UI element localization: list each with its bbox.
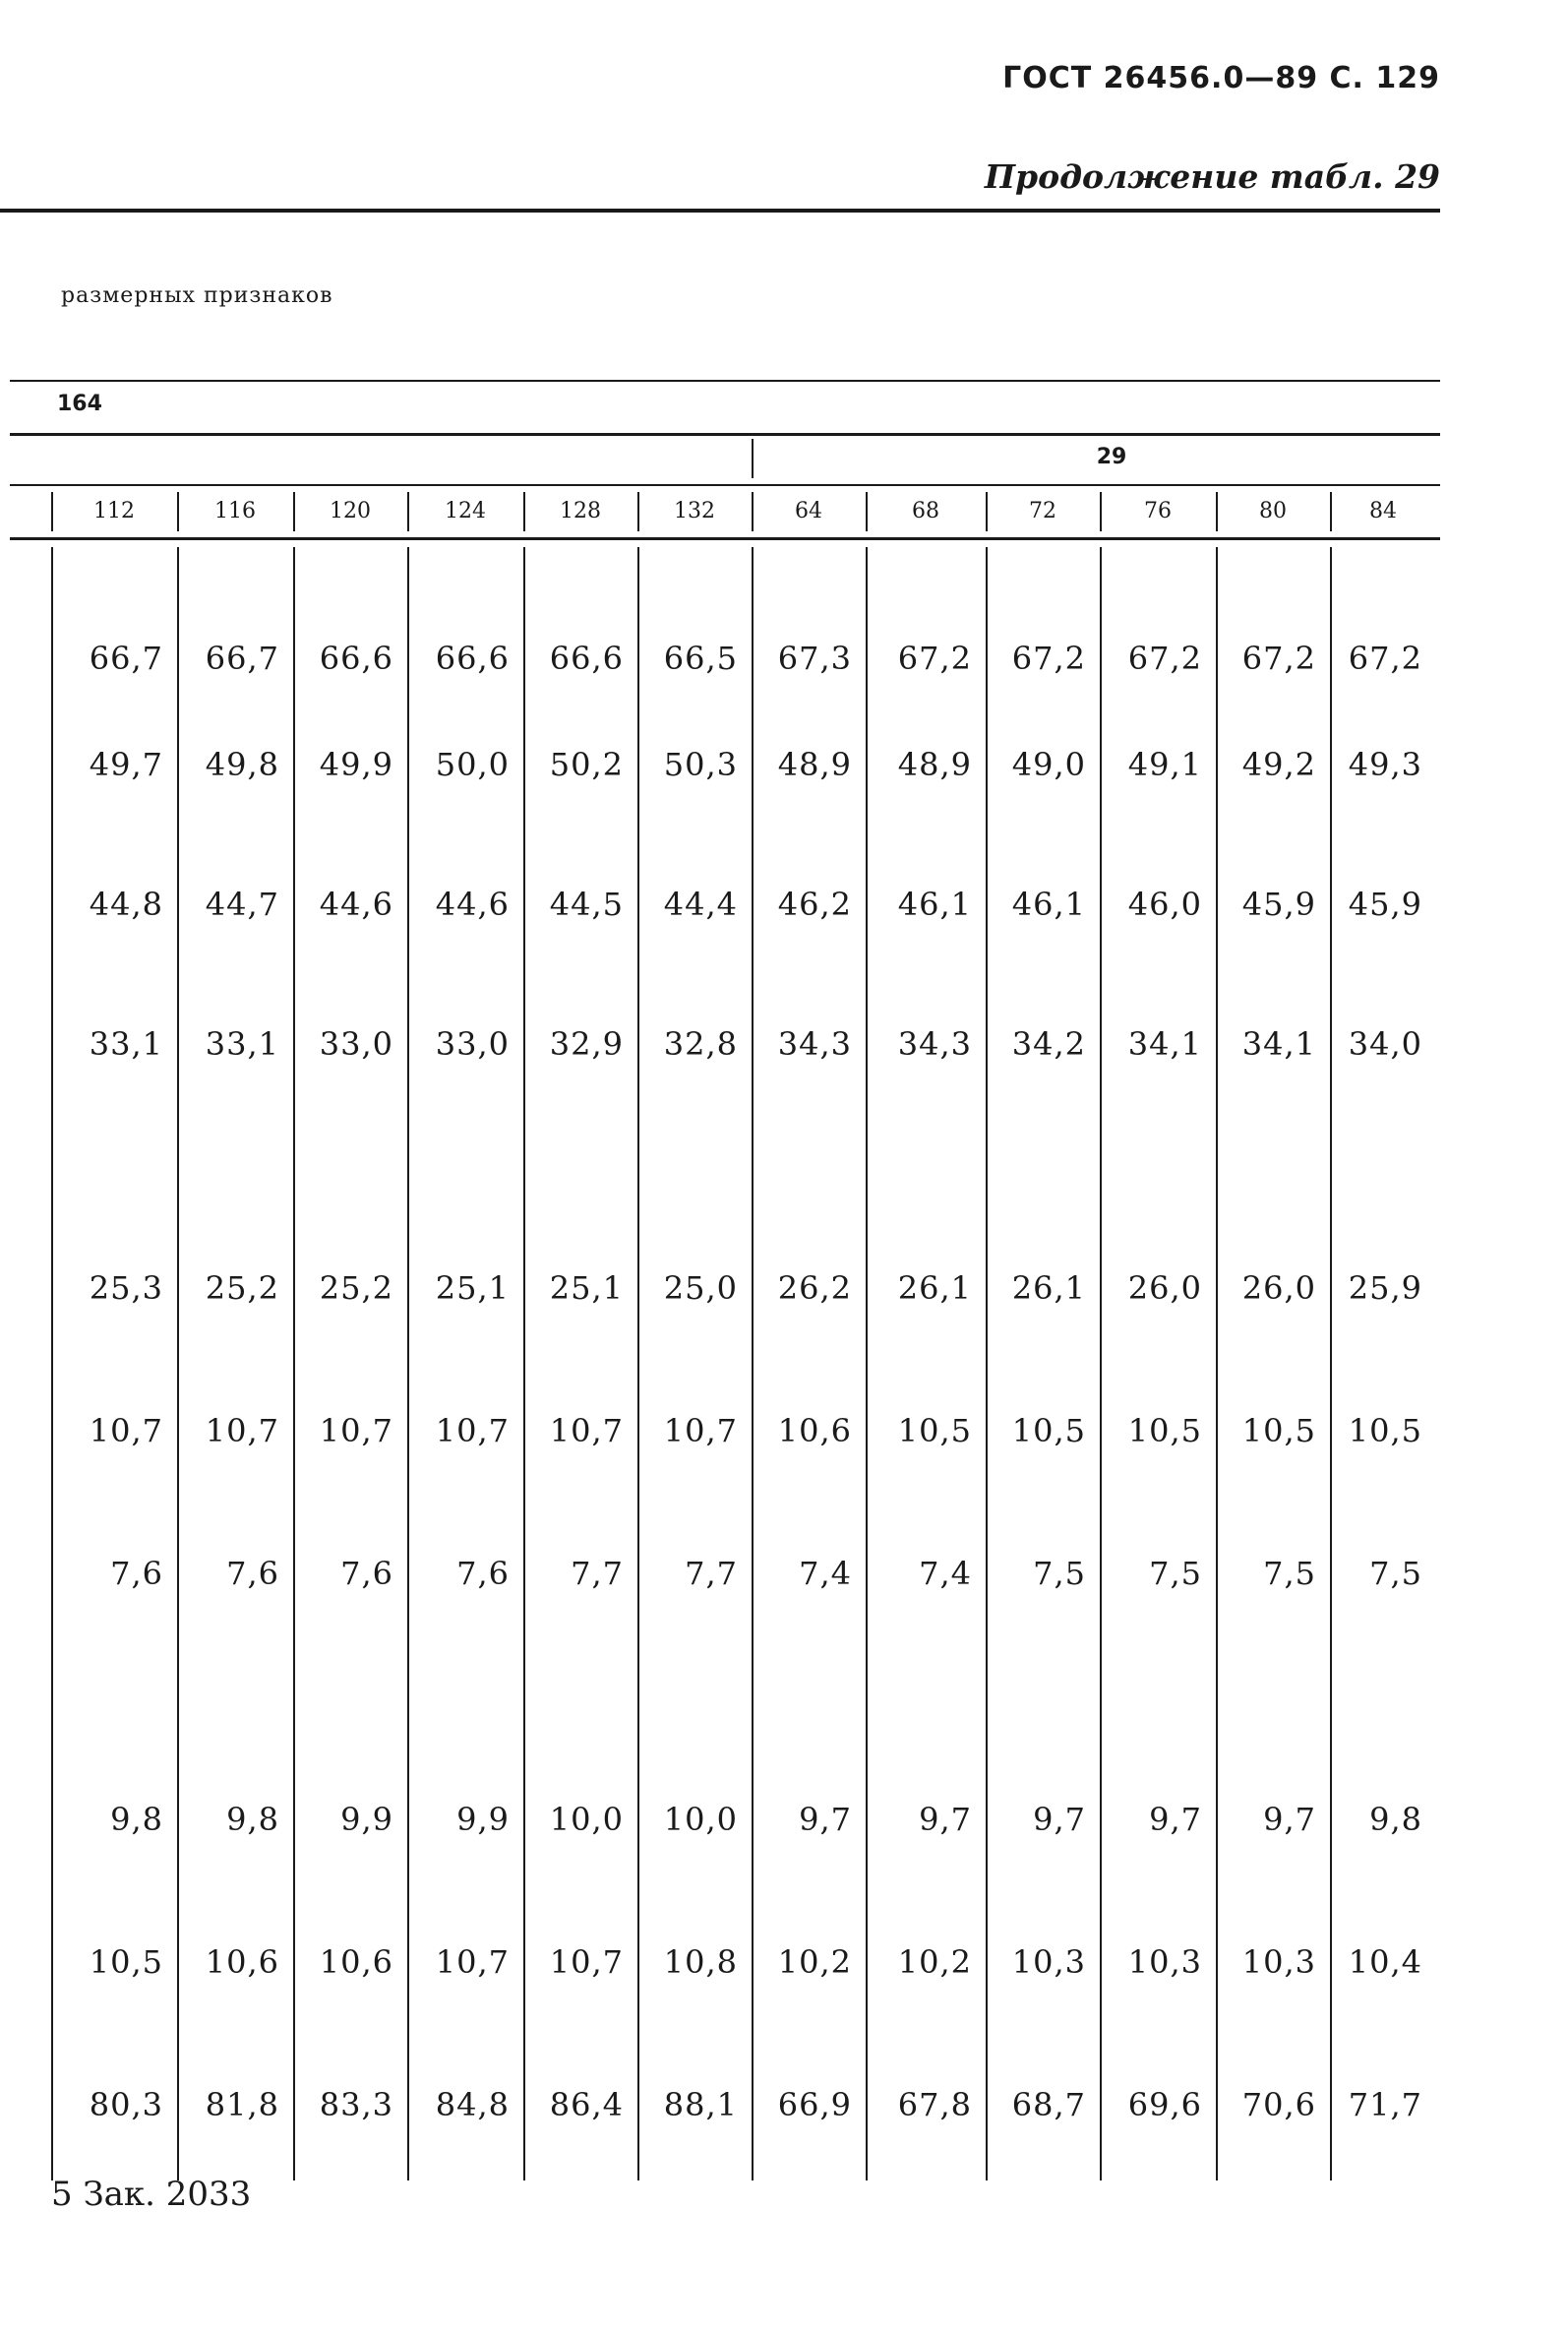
table-cell: 34,1 — [1241, 1025, 1316, 1063]
table-cell: 26,1 — [1011, 1269, 1086, 1307]
table-cell: 10,6 — [205, 1943, 279, 1981]
table-cell: 7,6 — [110, 1555, 163, 1592]
table-cell: 9,8 — [226, 1801, 279, 1838]
column-header: 120 — [330, 499, 371, 523]
table-cell: 83,3 — [319, 2086, 393, 2123]
column-divider — [1100, 547, 1102, 2180]
column-divider — [293, 547, 295, 2180]
table-cell: 86,4 — [549, 2086, 624, 2123]
table-cell: 69,6 — [1127, 2086, 1202, 2123]
column-divider — [177, 547, 179, 2180]
table-cell: 67,2 — [1011, 640, 1086, 677]
column-header-divider — [51, 492, 53, 531]
table-cell: 10,5 — [897, 1412, 972, 1449]
table-cell: 10,2 — [777, 1943, 852, 1981]
table-cell: 9,9 — [340, 1801, 393, 1838]
table-cell: 7,6 — [340, 1555, 393, 1592]
column-divider — [637, 547, 639, 2180]
table-cell: 34,0 — [1348, 1025, 1422, 1063]
column-header-divider — [1100, 492, 1102, 531]
table-cell: 49,1 — [1127, 746, 1202, 783]
table-cell: 71,7 — [1348, 2086, 1422, 2123]
table-cell: 66,7 — [205, 640, 279, 677]
table-cell: 25,1 — [549, 1269, 624, 1307]
table-cell: 34,3 — [777, 1025, 852, 1063]
table-cell: 10,8 — [663, 1943, 738, 1981]
table-cell: 10,6 — [777, 1412, 852, 1449]
table-cell: 66,6 — [319, 640, 393, 677]
table-cell: 10,2 — [897, 1943, 972, 1981]
table-cell: 46,1 — [897, 886, 972, 923]
table-cell: 49,2 — [1241, 746, 1316, 783]
column-header-divider — [986, 492, 988, 531]
table-cell: 10,7 — [319, 1412, 393, 1449]
table-cell: 10,3 — [1241, 1943, 1316, 1981]
header-rule-1 — [10, 380, 1440, 382]
column-header: 132 — [674, 499, 715, 523]
table-continuation-label: Продолжение табл. 29 — [984, 157, 1440, 196]
table-cell: 44,4 — [663, 886, 738, 923]
table-cell: 67,8 — [897, 2086, 972, 2123]
table-cell: 10,7 — [549, 1943, 624, 1981]
table-cell: 81,8 — [205, 2086, 279, 2123]
table-cell: 44,6 — [319, 886, 393, 923]
table-cell: 26,1 — [897, 1269, 972, 1307]
table-cell: 7,5 — [1149, 1555, 1202, 1592]
table-cell: 9,9 — [456, 1801, 510, 1838]
table-cell: 7,4 — [919, 1555, 972, 1592]
table-cell: 10,7 — [205, 1412, 279, 1449]
table-cell: 10,0 — [663, 1801, 738, 1838]
table-cell: 7,5 — [1033, 1555, 1086, 1592]
table-cell: 10,7 — [663, 1412, 738, 1449]
column-header-divider — [177, 492, 179, 531]
table-cell: 10,6 — [319, 1943, 393, 1981]
column-header-divider — [637, 492, 639, 531]
table-cell: 34,1 — [1127, 1025, 1202, 1063]
table-cell: 66,6 — [435, 640, 510, 677]
table-cell: 25,0 — [663, 1269, 738, 1307]
table-caption: размерных признаков — [61, 283, 333, 308]
column-divider — [752, 547, 754, 2180]
table-cell: 66,5 — [663, 640, 738, 677]
table-cell: 7,5 — [1263, 1555, 1316, 1592]
table-cell: 7,6 — [226, 1555, 279, 1592]
column-header: 76 — [1144, 499, 1172, 523]
table-cell: 34,3 — [897, 1025, 972, 1063]
column-divider — [523, 547, 525, 2180]
table-cell: 7,4 — [799, 1555, 852, 1592]
table-cell: 88,1 — [663, 2086, 738, 2123]
table-cell: 50,0 — [435, 746, 510, 783]
header-rule-4 — [10, 537, 1440, 540]
column-header-divider — [523, 492, 525, 531]
group-label-sub: 29 — [1096, 445, 1127, 469]
table-cell: 9,7 — [1149, 1801, 1202, 1838]
column-header: 124 — [445, 499, 486, 523]
column-divider — [1330, 547, 1332, 2180]
table-cell: 9,7 — [1033, 1801, 1086, 1838]
table-cell: 49,8 — [205, 746, 279, 783]
column-header: 68 — [912, 499, 939, 523]
table-cell: 45,9 — [1348, 886, 1422, 923]
table-cell: 25,3 — [89, 1269, 163, 1307]
header-rule-3 — [10, 484, 1440, 486]
table-cell: 10,4 — [1348, 1943, 1422, 1981]
table-cell: 33,1 — [89, 1025, 163, 1063]
table-cell: 50,2 — [549, 746, 624, 783]
table-cell: 25,9 — [1348, 1269, 1422, 1307]
table-cell: 7,7 — [571, 1555, 624, 1592]
table-cell: 48,9 — [897, 746, 972, 783]
table-cell: 84,8 — [435, 2086, 510, 2123]
table-cell: 33,0 — [319, 1025, 393, 1063]
table-cell: 67,3 — [777, 640, 852, 677]
column-divider — [866, 547, 868, 2180]
table-cell: 34,2 — [1011, 1025, 1086, 1063]
column-divider — [1216, 547, 1218, 2180]
table-cell: 10,7 — [89, 1412, 163, 1449]
table-cell: 45,9 — [1241, 886, 1316, 923]
table-cell: 10,5 — [89, 1943, 163, 1981]
group-label-top: 164 — [57, 392, 102, 416]
table-cell: 25,1 — [435, 1269, 510, 1307]
table-cell: 10,5 — [1127, 1412, 1202, 1449]
table-cell: 26,0 — [1127, 1269, 1202, 1307]
table-cell: 44,5 — [549, 886, 624, 923]
table-cell: 49,9 — [319, 746, 393, 783]
column-header-divider — [407, 492, 409, 531]
table-cell: 44,8 — [89, 886, 163, 923]
table-cell: 67,2 — [1241, 640, 1316, 677]
table-cell: 67,2 — [897, 640, 972, 677]
table-cell: 9,8 — [1369, 1801, 1422, 1838]
column-divider — [407, 547, 409, 2180]
table-cell: 26,2 — [777, 1269, 852, 1307]
table-cell: 9,8 — [110, 1801, 163, 1838]
column-header: 80 — [1259, 499, 1287, 523]
table-cell: 50,3 — [663, 746, 738, 783]
table-cell: 48,9 — [777, 746, 852, 783]
table-cell: 26,0 — [1241, 1269, 1316, 1307]
table-cell: 10,5 — [1241, 1412, 1316, 1449]
table-cell: 66,9 — [777, 2086, 852, 2123]
column-header: 64 — [795, 499, 822, 523]
table-cell: 10,7 — [549, 1412, 624, 1449]
table-cell: 33,1 — [205, 1025, 279, 1063]
table-cell: 9,7 — [799, 1801, 852, 1838]
table-cell: 46,2 — [777, 886, 852, 923]
table-cell: 25,2 — [205, 1269, 279, 1307]
table-cell: 32,9 — [549, 1025, 624, 1063]
subgroup-divider — [752, 439, 754, 478]
table-cell: 46,0 — [1127, 886, 1202, 923]
table-cell: 10,3 — [1127, 1943, 1202, 1981]
table-cell: 66,6 — [549, 640, 624, 677]
column-divider — [51, 547, 53, 2180]
table-cell: 7,7 — [685, 1555, 738, 1592]
table-cell: 44,7 — [205, 886, 279, 923]
table-cell: 7,5 — [1369, 1555, 1422, 1592]
table-cell: 49,3 — [1348, 746, 1422, 783]
table-cell: 70,6 — [1241, 2086, 1316, 2123]
page-header: ГОСТ 26456.0—89 С. 129 — [1002, 61, 1440, 95]
top-rule — [0, 209, 1440, 213]
table-cell: 67,2 — [1127, 640, 1202, 677]
table-cell: 67,2 — [1348, 640, 1422, 677]
table-cell: 32,8 — [663, 1025, 738, 1063]
column-header-divider — [1330, 492, 1332, 531]
column-header: 84 — [1369, 499, 1397, 523]
column-header: 112 — [93, 499, 135, 523]
table-cell: 9,7 — [1263, 1801, 1316, 1838]
column-header-divider — [866, 492, 868, 531]
table-cell: 10,0 — [549, 1801, 624, 1838]
table-cell: 10,7 — [435, 1412, 510, 1449]
table-cell: 33,0 — [435, 1025, 510, 1063]
footer-note: 5 Зак. 2033 — [51, 2175, 252, 2214]
table-cell: 7,6 — [456, 1555, 510, 1592]
table-cell: 10,7 — [435, 1943, 510, 1981]
table-cell: 44,6 — [435, 886, 510, 923]
column-header-divider — [1216, 492, 1218, 531]
column-header-divider — [293, 492, 295, 531]
column-header-divider — [752, 492, 754, 531]
table-cell: 66,7 — [89, 640, 163, 677]
table-cell: 49,7 — [89, 746, 163, 783]
table-cell: 49,0 — [1011, 746, 1086, 783]
table-cell: 10,5 — [1011, 1412, 1086, 1449]
table-cell: 10,5 — [1348, 1412, 1422, 1449]
table-cell: 80,3 — [89, 2086, 163, 2123]
column-header: 116 — [214, 499, 256, 523]
table-cell: 68,7 — [1011, 2086, 1086, 2123]
column-header: 128 — [560, 499, 601, 523]
table-cell: 9,7 — [919, 1801, 972, 1838]
header-rule-2 — [10, 433, 1440, 436]
table-cell: 46,1 — [1011, 886, 1086, 923]
column-divider — [986, 547, 988, 2180]
table-cell: 25,2 — [319, 1269, 393, 1307]
table-cell: 10,3 — [1011, 1943, 1086, 1981]
column-header: 72 — [1029, 499, 1056, 523]
